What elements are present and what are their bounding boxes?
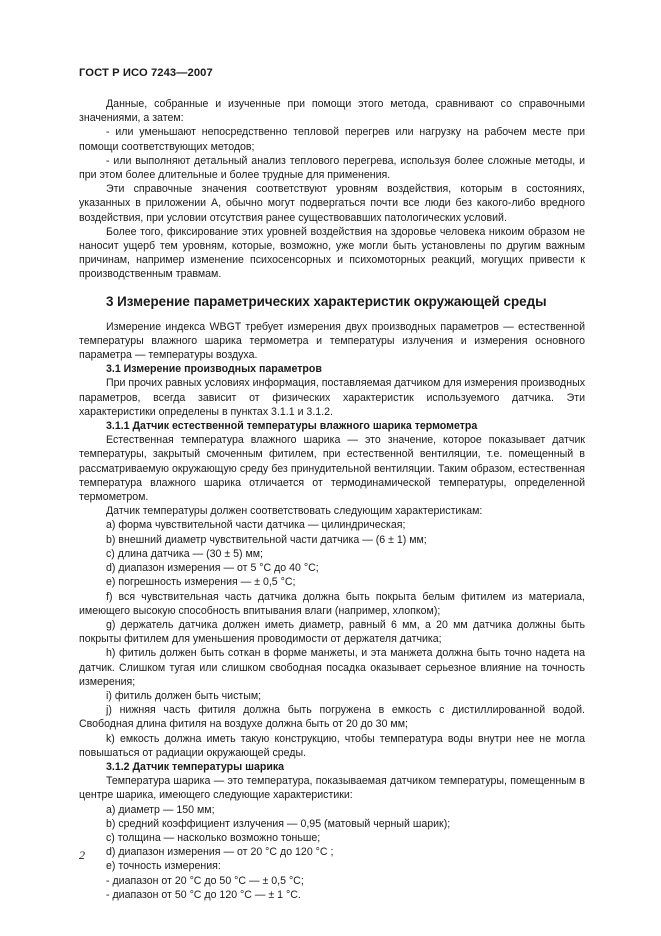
paragraph: Данные, собранные и изученные при помощи этого метода, сравнивают со справочными значениями, а затем: bbox=[79, 98, 585, 125]
page-body bbox=[79, 97, 585, 902]
paragraph: Датчик температуры должен соответствовать следующим характеристикам: bbox=[106, 505, 483, 518]
list-item: g) держатель датчика должен иметь диаметр, равный 6 мм, а 20 мм датчика должны быть покрыты фитилем для уменьшения проводимости от держателя датчика; bbox=[79, 618, 585, 646]
list-item: k) емкость должна иметь такую конструкцию, чтобы температура воды внутри нее не могла повышаться от радиации окружающей среды. bbox=[79, 732, 585, 759]
list-item: b) внешний диаметр чувствительной части датчика — (6 ± 1) мм; bbox=[106, 533, 427, 546]
list-item: - диапазон от 50 °C до 120 °C — ± 1 °C. bbox=[106, 888, 301, 901]
list-item: d) диапазон измерения — от 5 °C до 40 °C; bbox=[106, 562, 319, 575]
paragraph: Более того, фиксирование этих уровней воздействия на здоровье человека никоим образом не наносит ущерб тем уровням, которые, возможно, уже могли быть установлены по другим важным причинам, например изменение психосенсорных и психомоторных реакций, могущих привести к производственным травмам. bbox=[79, 225, 585, 281]
paragraph: Естественная температура влажного шарика — это значение, которое показывает датчик температуры, закрытый смоченным фитилем, при естественной вентиляции, т.е. помещенный в рассматриваемую окружающую среду без принудительной вентиляции. Таким образом, естественная температура влажного шарика отличается от термодинамической температуры, определенной термометром. bbox=[79, 434, 585, 504]
list-item: c) длина датчика — (30 ± 5) мм; bbox=[106, 547, 263, 560]
page-number: 2 bbox=[79, 848, 85, 862]
list-item: b) средний коэффициент излучения — 0,95 (матовый черный шарик); bbox=[106, 817, 451, 830]
list-item: e) точность измерения: bbox=[106, 860, 221, 873]
subsection-title: 3.1 Измерение производных параметров bbox=[106, 363, 322, 376]
section-title: 3 Измерение параметрических характеристик окружающей среды bbox=[106, 293, 547, 309]
subsection-title: 3.1.2 Датчик температуры шарика bbox=[106, 760, 285, 773]
list-item: e) погрешность измерения — ± 0,5 °C; bbox=[106, 576, 296, 589]
list-item: f) вся чувствительная часть датчика должна быть покрыта белым фитилем из материала, имеющего высокую способность впитывания влаги (например, хлопком); bbox=[79, 590, 585, 617]
list-item: h) фитиль должен быть соткан в форме манжеты, и эта манжета должна быть точно надета на датчик. Слишком тугая или слишком свободная посадка оказывает серьезное влияние на точность измерения; bbox=[79, 647, 585, 688]
subsection-title: 3.1.1 Датчик естественной температуры влажного шарика термометра bbox=[106, 420, 478, 433]
list-item: - диапазон от 20 °C до 50 °C — ± 0,5 °C; bbox=[106, 874, 304, 887]
list-item: c) толщина — насколько возможно тоньше; bbox=[106, 831, 321, 844]
paragraph: Эти справочные значения соответствуют уровням воздействия, которым в состояниях, указанных в приложении А, обычно могут подвергаться почти все люди без какого-либо вредного воздействия, при условии отсутствия ранее существовавших патологических условий. bbox=[79, 183, 585, 224]
running-header: ГОСТ Р ИСО 7243—2007 bbox=[79, 67, 213, 79]
list-item: d) диапазон измерения — от 20 °C до 120 °C ; bbox=[106, 846, 334, 859]
list-item: a) диаметр — 150 мм; bbox=[106, 803, 215, 816]
list-item: j) нижняя часть фитиля должна быть погружена в емкость с дистиллированной водой. Свободная длина фитиля на воздухе должна быть от 20 до 30 мм; bbox=[79, 704, 585, 731]
paragraph: - или выполняют детальный анализ теплового перегрева, используя более сложные методы, и при этом более длительные и более трудные для применения. bbox=[79, 154, 585, 182]
list-item: a) форма чувствительной части датчика — цилиндрическая; bbox=[106, 519, 406, 532]
paragraph: При прочих равных условиях информация, поставляемая датчиком для измерения производных параметров, всегда зависит от физических характеристик используемого датчика. Эти характеристики определены в пунктах 3.1.1 и 3.1.2. bbox=[79, 377, 585, 418]
paragraph: Измерение индекса WBGT требует измерения двух производных параметров — естественной температуры влажного шарика термометра и температуры излучения и измерения основного параметра — температуры воздуха. bbox=[79, 320, 585, 362]
paragraph: - или уменьшают непосредственно тепловой перегрев или нагрузку на рабочем месте при помощи соответствующих методов; bbox=[79, 126, 585, 153]
paragraph: Температура шарика — это температура, показываемая датчиком температуры, помещенным в центре шарика, имеющего следующие характеристики: bbox=[79, 775, 585, 802]
list-item: i) фитиль должен быть чистым; bbox=[106, 689, 262, 702]
